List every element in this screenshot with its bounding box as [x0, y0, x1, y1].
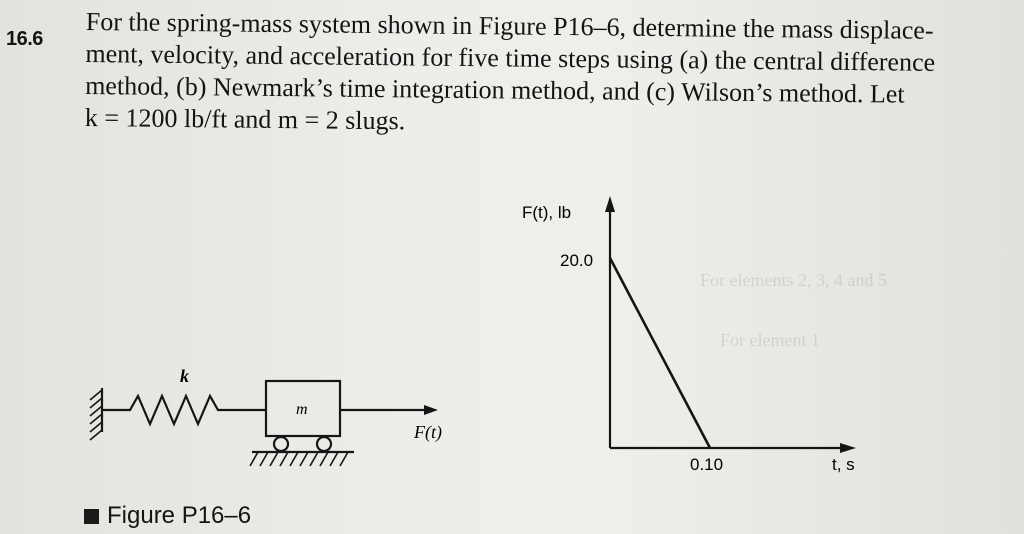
x-axis-arrowhead [840, 443, 856, 453]
wall-hatching [90, 390, 102, 440]
x-axis-label: t, s [832, 455, 855, 474]
problem-line-3: method, (b) Newmark’s time integration method, and (c) Wilson’s method. Let [85, 70, 905, 109]
y-axis-label: F(t), lb [522, 203, 572, 222]
y-tick-label: 20.0 [560, 251, 594, 270]
problem-line-1: For the spring-mass system shown in Figure P16–6, determine the mass displace- [85, 6, 934, 45]
caption-text: Figure P16–6 [107, 502, 252, 529]
show-through-text: For element 1 [720, 330, 820, 350]
mass-label: m [296, 401, 308, 418]
spring-mass-diagram [90, 381, 438, 466]
spring-zigzag [102, 396, 266, 424]
caption-square-icon [84, 509, 99, 524]
problem-number: 16.6 [6, 28, 43, 50]
ground-hatching [250, 452, 348, 466]
problem-line-4: k = 1200 lb/ft and m = 2 slugs. [84, 102, 406, 136]
x-tick-label: 0.10 [690, 455, 724, 474]
spring-label: k [180, 366, 189, 386]
problem-line-2: ment, velocity, and acceleration for five time steps using (a) the central difference [85, 38, 936, 77]
show-through-text: For elements 2, 3, 4 and 5 [700, 270, 887, 290]
wheel-left [274, 437, 288, 451]
wheel-right [317, 437, 331, 451]
force-label: F(t) [414, 422, 442, 442]
force-series-line [610, 258, 710, 448]
figure-caption [84, 502, 251, 530]
y-axis-arrowhead [605, 196, 615, 212]
force-time-plot [522, 196, 856, 474]
force-arrowhead [424, 405, 438, 415]
